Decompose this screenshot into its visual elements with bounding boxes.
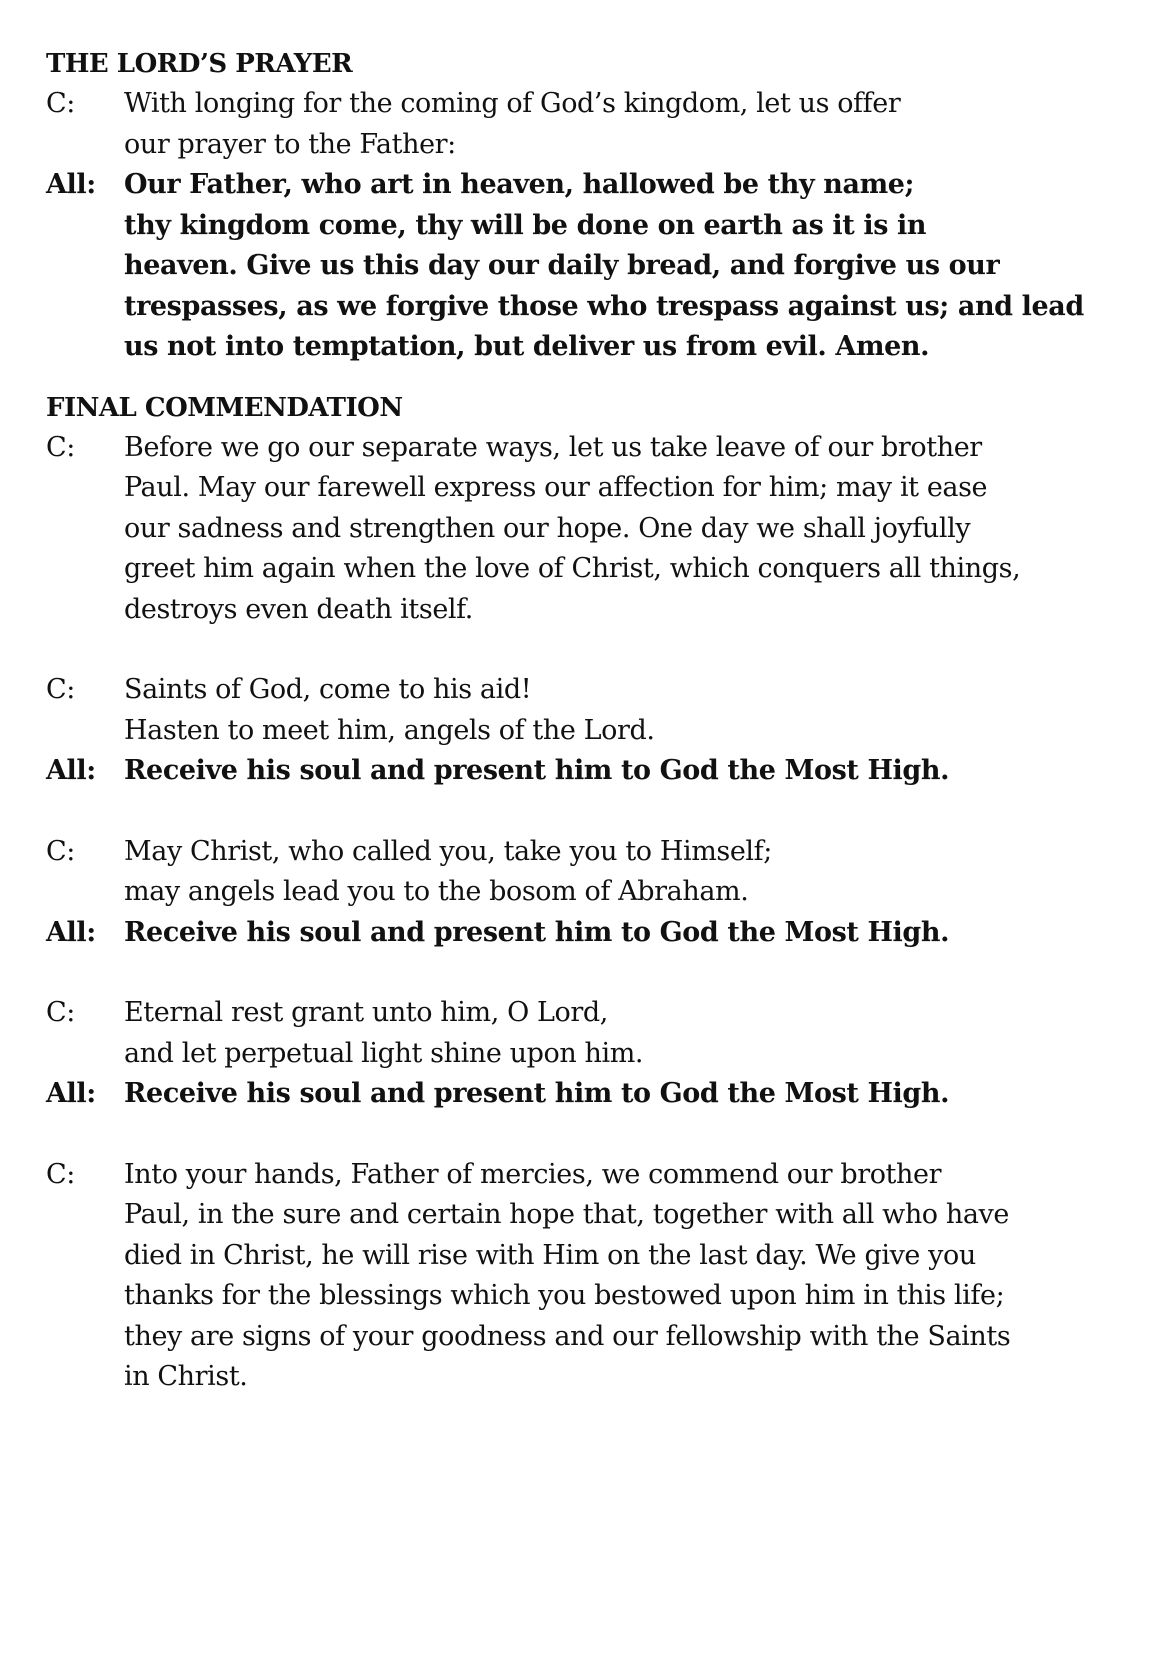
speaker-label: All: — [46, 916, 96, 948]
spacer — [46, 630, 1126, 670]
speaker-label: C: — [46, 997, 75, 1028]
versicle-text: Eternal rest grant unto him, O Lord, and let perpetual light shine upon him. — [124, 997, 644, 1069]
commendation-intro-text: Before we go our separate ways, let us take leave of our brother Paul. May our farewell express our affection for him; may it ease our sadness and strengthen our hope. One day we shall joyfully greet him again when the love of Christ, which conquers all things, destroys even death itself. — [124, 431, 1021, 625]
speaker-label: C: — [46, 1158, 75, 1190]
speaker-label: All: — [46, 169, 96, 200]
versicle-text: Saints of God, come to his aid! Hasten to meet him, angels of the Lord. — [124, 674, 655, 746]
spacer — [46, 1115, 1126, 1155]
response-text: Receive his soul and present him to God the Most High. — [124, 755, 950, 786]
commendation-prayer-text: Into your hands, Father of mercies, we commend our brother Paul, in the sure and certain hope that, together with all who have died in Christ, he will rise with Him on the last day. We give you thanks for the blessings which you bestowed upon him in this life; they are signs of your goodness and our fellowship with the Saints in Christ. — [124, 1158, 1011, 1392]
celebrant-line — [46, 993, 1126, 1074]
speaker-label: C: — [46, 88, 75, 119]
celebrant-line — [46, 670, 1126, 751]
all-response-line — [46, 165, 1126, 368]
section-title-final-commendation: FINAL COMMENDATION — [46, 392, 403, 423]
speaker-label: C: — [46, 674, 75, 705]
all-response-line — [46, 1074, 1126, 1115]
celebrant-line — [46, 428, 1126, 631]
speaker-label: C: — [46, 431, 75, 463]
all-response-line — [46, 913, 1126, 954]
celebrant-line — [46, 1155, 1126, 1398]
celebrant-line — [46, 832, 1126, 913]
celebrant-text: With longing for the coming of God’s kingdom, let us offer our prayer to the Father: — [124, 88, 901, 160]
response-text: Receive his soul and present him to God the Most High. — [124, 916, 950, 948]
all-response-line — [46, 751, 1126, 792]
document-page — [46, 44, 1126, 1398]
speaker-label: All: — [46, 755, 96, 786]
response-text: Receive his soul and present him to God the Most High. — [124, 1078, 950, 1109]
spacer — [46, 953, 1126, 993]
section-title-lords-prayer: THE LORD’S PRAYER — [46, 49, 353, 79]
versicle-text: May Christ, who called you, take you to Himself; may angels lead you to the bosom of Abraham. — [124, 835, 772, 907]
speaker-label: C: — [46, 835, 75, 867]
lords-prayer-text: Our Father, who art in heaven, hallowed be thy name; thy kingdom come, thy will be done on earth as it is in heaven. Give us this day our daily bread, and forgive us our trespasses, as we forgive those who trespass against us; and lead us not into temptation, but deliver us from evil. Amen. — [124, 169, 1084, 362]
spacer — [46, 792, 1126, 832]
celebrant-line — [46, 84, 1126, 165]
speaker-label: All: — [46, 1078, 96, 1109]
